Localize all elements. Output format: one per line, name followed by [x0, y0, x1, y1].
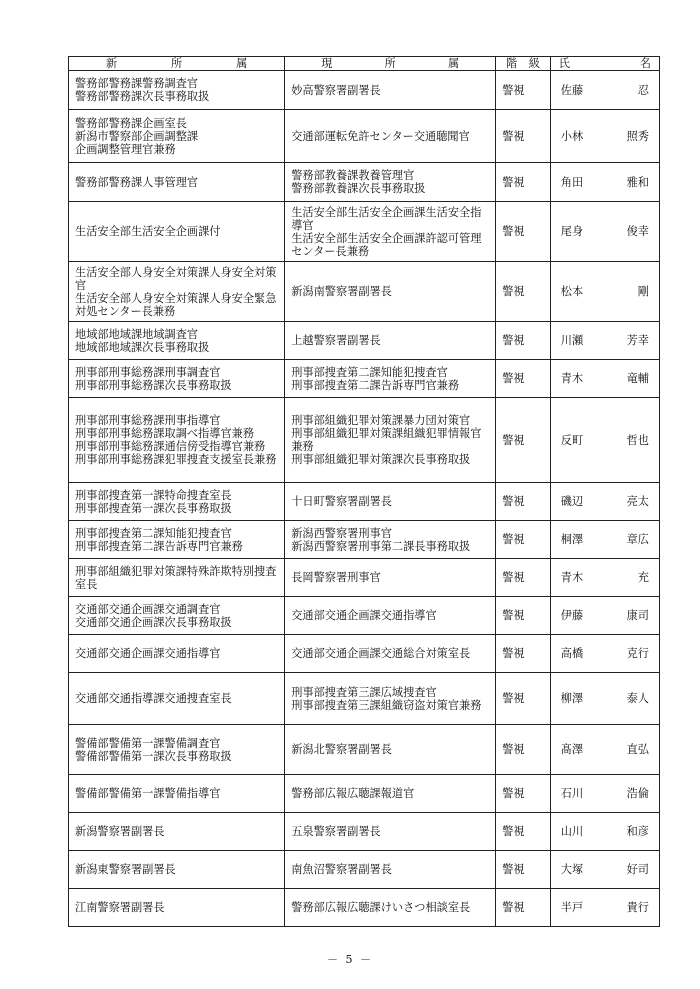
given-name: 直弘 [626, 743, 649, 756]
family-name: 磯辺 [560, 495, 584, 508]
name-cell [550, 521, 659, 559]
rank-cell: 警視 [496, 597, 551, 635]
family-name: 髙澤 [560, 743, 584, 756]
table-row [69, 360, 660, 398]
header-name: 氏 名 [550, 57, 659, 71]
name-cell [550, 163, 659, 202]
new-position-cell: 刑事部捜査第一課特命捜査室長 刑事部捜査第一課次長事務取扱 [69, 483, 285, 521]
name-cell [550, 360, 659, 398]
new-position-cell: 交通部交通企画課交通指導官 [69, 635, 285, 673]
given-name: 亮太 [626, 495, 649, 508]
new-position-cell: 生活安全部人身安全対策課人身安全対策官 生活安全部人身安全対策課人身安全緊急対処センター長兼務 [69, 262, 285, 322]
family-name: 山川 [560, 825, 584, 838]
table-row [69, 483, 660, 521]
family-name: 半戸 [560, 901, 584, 914]
current-position-cell: 警務部広報広聴課報道官 [285, 775, 496, 813]
family-name: 高橋 [560, 647, 584, 660]
name-cell [550, 725, 659, 775]
name-cell [550, 851, 659, 889]
rank-cell: 警視 [496, 360, 551, 398]
name-cell [550, 483, 659, 521]
current-position-cell: 交通部運転免許センター交通聴聞官 [285, 110, 496, 163]
table-row [69, 322, 660, 360]
table-row [69, 110, 660, 163]
current-position-cell: 生活安全部生活安全企画課生活安全指導官 生活安全部生活安全企画課許認可管理センター長兼務 [285, 202, 496, 262]
new-position-cell: 警備部警備第一課警備調査官 警備部警備第一課次長事務取扱 [69, 725, 285, 775]
name-cell [550, 635, 659, 673]
header-current-position: 現 所 属 [285, 57, 496, 71]
rank-cell: 警視 [496, 483, 551, 521]
current-position-cell: 上越警察署副署長 [285, 322, 496, 360]
name-cell [550, 110, 659, 163]
current-position-cell: 五泉警察署副署長 [285, 813, 496, 851]
rank-cell: 警視 [496, 813, 551, 851]
given-name: 康司 [626, 609, 649, 622]
current-position-cell: 妙高警察署副署長 [285, 71, 496, 110]
new-position-cell: 警務部警務課企画室長 新潟市警察部企画調整課 企画調整管理官兼務 [69, 110, 285, 163]
current-position-cell: 交通部交通企画課交通総合対策室長 [285, 635, 496, 673]
current-position-cell: 刑事部捜査第三課広域捜査官 刑事部捜査第三課組織窃盗対策官兼務 [285, 673, 496, 725]
table-row [69, 262, 660, 322]
given-name: 哲也 [626, 433, 649, 447]
table-row [69, 398, 660, 483]
current-position-cell: 警務部広報広聴課けいさつ相談室長 [285, 889, 496, 927]
rank-cell: 警視 [496, 673, 551, 725]
table-row [69, 559, 660, 597]
table-row [69, 673, 660, 725]
table-row [69, 71, 660, 110]
given-name: 浩倫 [626, 787, 649, 800]
rank-cell: 警視 [496, 398, 551, 483]
personnel-table [68, 56, 660, 927]
given-name: 雅和 [626, 175, 649, 189]
new-position-cell: 刑事部刑事総務課刑事指導官 刑事部刑事総務課取調べ指導官兼務 刑事部刑事総務課通信傍受指導官兼務 刑事部刑事総務課犯罪捜査支援室長兼務 [69, 398, 285, 483]
family-name: 大塚 [560, 863, 584, 876]
new-position-cell: 地域部地域課地域調査官 地域部地域課次長事務取扱 [69, 322, 285, 360]
current-position-cell: 刑事部捜査第二課知能犯捜査官 刑事部捜査第二課告訴専門官兼務 [285, 360, 496, 398]
rank-cell: 警視 [496, 202, 551, 262]
new-position-cell: 交通部交通企画課交通調査官 交通部交通企画課次長事務取扱 [69, 597, 285, 635]
new-position-cell: 江南警察署副署長 [69, 889, 285, 927]
given-name: 好司 [626, 863, 649, 876]
family-name: 松本 [560, 285, 584, 298]
family-name: 桐澤 [560, 533, 584, 546]
rank-cell: 警視 [496, 110, 551, 163]
name-cell [550, 71, 659, 110]
given-name: 芳幸 [626, 334, 649, 347]
name-cell [550, 322, 659, 360]
new-position-cell: 交通部交通指導課交通捜査室長 [69, 673, 285, 725]
current-position-cell: 南魚沼警察署副署長 [285, 851, 496, 889]
family-name: 石川 [560, 787, 584, 800]
given-name: 忍 [637, 83, 649, 97]
current-position-cell: 新潟北警察署副署長 [285, 725, 496, 775]
rank-cell: 警視 [496, 262, 551, 322]
family-name: 伊藤 [560, 609, 584, 622]
family-name: 柳澤 [560, 692, 584, 705]
header-new-position: 新 所 属 [69, 57, 285, 71]
table-row [69, 851, 660, 889]
family-name: 反町 [560, 433, 584, 447]
rank-cell: 警視 [496, 889, 551, 927]
name-cell [550, 559, 659, 597]
new-position-cell: 警務部警務課警務調査官 警務部警務課次長事務取扱 [69, 71, 285, 110]
name-cell [550, 673, 659, 725]
rank-cell: 警視 [496, 851, 551, 889]
name-cell [550, 813, 659, 851]
name-cell [550, 398, 659, 483]
given-name: 貴行 [626, 901, 649, 914]
name-cell [550, 597, 659, 635]
new-position-cell: 新潟警察署副署長 [69, 813, 285, 851]
name-cell [550, 775, 659, 813]
name-cell [550, 202, 659, 262]
given-name: 章広 [626, 533, 649, 546]
table-row [69, 889, 660, 927]
given-name: 俊幸 [626, 225, 649, 238]
rank-cell: 警視 [496, 521, 551, 559]
current-position-cell: 長岡警察署刑事官 [285, 559, 496, 597]
table-row [69, 597, 660, 635]
family-name: 川瀬 [560, 334, 584, 347]
family-name: 青木 [560, 571, 584, 584]
rank-cell: 警視 [496, 322, 551, 360]
rank-cell: 警視 [496, 163, 551, 202]
current-position-cell: 新潟西警察署刑事官 新潟西警察署刑事第二課長事務取扱 [285, 521, 496, 559]
table-row [69, 775, 660, 813]
current-position-cell: 新潟南警察署副署長 [285, 262, 496, 322]
rank-cell: 警視 [496, 635, 551, 673]
current-position-cell: 警務部教養課教養管理官 警務部教養課次長事務取扱 [285, 163, 496, 202]
new-position-cell: 新潟東警察署副署長 [69, 851, 285, 889]
current-position-cell: 刑事部組織犯罪対策課暴力団対策官 刑事部組織犯罪対策課組織犯罪情報官兼務 刑事部組織犯罪対策課次長事務取扱 [285, 398, 496, 483]
given-name: 泰人 [626, 692, 649, 705]
name-cell [550, 889, 659, 927]
given-name: 竜輔 [626, 372, 649, 385]
current-position-cell: 交通部交通企画課交通指導官 [285, 597, 496, 635]
table-row [69, 163, 660, 202]
table-row [69, 202, 660, 262]
new-position-cell: 刑事部捜査第二課知能犯捜査官 刑事部捜査第二課告訴専門官兼務 [69, 521, 285, 559]
given-name: 充 [637, 571, 649, 584]
name-cell [550, 262, 659, 322]
rank-cell: 警視 [496, 559, 551, 597]
table-row [69, 725, 660, 775]
new-position-cell: 警務部警務課人事管理官 [69, 163, 285, 202]
given-name: 照秀 [626, 129, 649, 143]
header-row [69, 57, 660, 71]
family-name: 尾身 [560, 225, 584, 238]
rank-cell: 警視 [496, 775, 551, 813]
table-row [69, 521, 660, 559]
given-name: 剛 [637, 285, 649, 298]
family-name: 青木 [560, 372, 584, 385]
new-position-cell: 刑事部刑事総務課刑事調査官 刑事部刑事総務課次長事務取扱 [69, 360, 285, 398]
rank-cell: 警視 [496, 71, 551, 110]
family-name: 佐藤 [560, 83, 584, 97]
new-position-cell: 生活安全部生活安全企画課付 [69, 202, 285, 262]
header-rank: 階 級 [496, 57, 551, 71]
page-number: － 5 － [327, 953, 373, 966]
table-row [69, 813, 660, 851]
family-name: 小林 [560, 129, 584, 143]
given-name: 克行 [626, 647, 649, 660]
given-name: 和彦 [626, 825, 649, 838]
table-row [69, 635, 660, 673]
family-name: 角田 [560, 175, 584, 189]
new-position-cell: 警備部警備第一課警備指導官 [69, 775, 285, 813]
new-position-cell: 刑事部組織犯罪対策課特殊詐欺特別捜査室長 [69, 559, 285, 597]
current-position-cell: 十日町警察署副署長 [285, 483, 496, 521]
rank-cell: 警視 [496, 725, 551, 775]
